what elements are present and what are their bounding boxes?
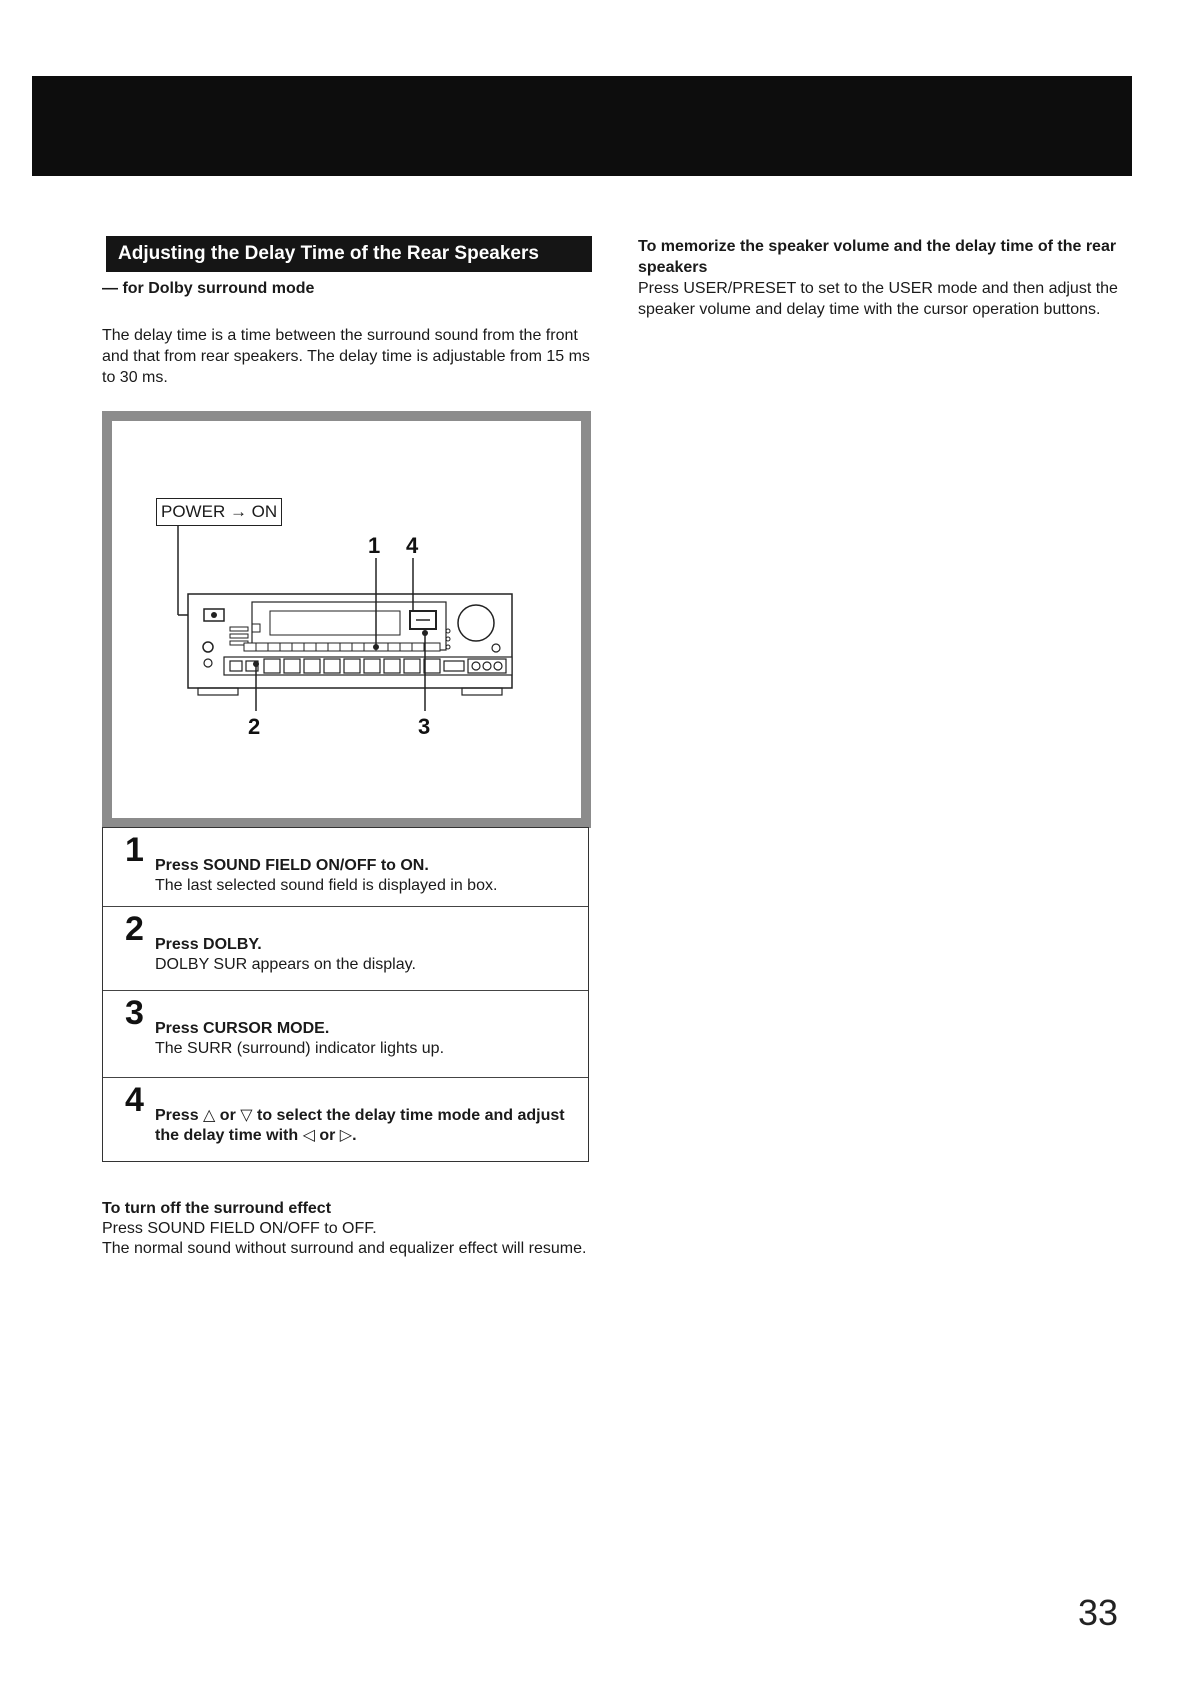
button-row-upper	[244, 643, 440, 651]
step-heading: Press DOLBY.	[155, 936, 262, 953]
memorize-note	[638, 236, 1118, 320]
step-number: 4	[125, 1081, 144, 1119]
step-2	[103, 906, 588, 990]
section-title: Adjusting the Delay Time of the Rear Speakers	[106, 236, 592, 272]
step-description: The SURR (surround) indicator lights up.	[155, 1040, 445, 1057]
callout-3: 3	[418, 714, 431, 739]
step-4	[103, 1077, 588, 1161]
step-heading: Press CURSOR MODE.	[155, 1020, 330, 1037]
turn-off-line-1: Press SOUND FIELD ON/OFF to OFF.	[102, 1220, 377, 1237]
steps-list	[102, 827, 589, 1162]
step-number: 1	[125, 831, 144, 869]
receiver-drawing	[112, 421, 581, 818]
step-3	[103, 990, 588, 1077]
turn-off-line-2: The normal sound without surround and equalizer effect will resume.	[102, 1240, 587, 1257]
turn-off-heading: To turn off the surround effect	[102, 1200, 332, 1217]
callout-2: 2	[248, 714, 261, 739]
turn-off-note	[102, 1199, 602, 1259]
callout-1: 1	[368, 533, 381, 558]
button-row-lower	[224, 657, 512, 675]
header-band	[32, 76, 1132, 176]
step-description: The last selected sound field is displayed in box.	[155, 877, 498, 894]
section-subtitle: — for Dolby surround mode	[102, 280, 315, 297]
step-1	[103, 827, 588, 906]
step-number: 3	[125, 994, 144, 1032]
callout-4: 4	[406, 533, 419, 558]
memorize-heading: To memorize the speaker volume and the delay time of the rear speakers	[638, 238, 1117, 276]
step-number: 2	[125, 910, 144, 948]
page-number: 33	[1078, 1592, 1119, 1633]
step-heading: Press △ or ▽ to select the delay time mode and adjust the delay time with ◁ or ▷.	[155, 1107, 565, 1144]
power-on-label: POWER → ON	[156, 498, 282, 526]
step-description: DOLBY SUR appears on the display.	[155, 956, 416, 973]
memorize-body: Press USER/PRESET to set to the USER mode and then adjust the speaker volume and delay time with the cursor operation buttons.	[638, 280, 1118, 318]
receiver-illustration	[102, 411, 591, 828]
intro-paragraph: The delay time is a time between the surround sound from the front and that from rear speakers. The delay time is adjustable from 15 ms to 30 ms.	[102, 327, 590, 386]
step-heading: Press SOUND FIELD ON/OFF to ON.	[155, 857, 429, 874]
